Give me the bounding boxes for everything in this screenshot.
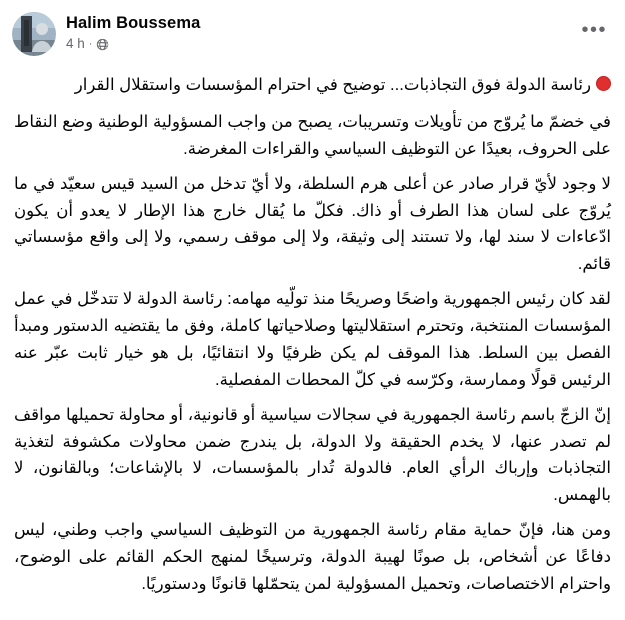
avatar[interactable] <box>12 12 56 56</box>
post-paragraph-4: إنّ الزجّ باسم رئاسة الجمهورية في سجالات سياسية أو قانونية، أو محاولة تحميلها مواقف لم تصدر عنها، لا يخدم الحقيقة ولا الدولة، بل يندرج ضمن محاولات مكشوفة لتغذية التجاذبات وإرباك الرأي العام. فالدولة تُدار بالمؤسسات، لا بالإشاعات؛ وبالقانون، لا بالهمس. <box>14 404 611 505</box>
red-dot-icon <box>596 76 611 91</box>
post-header-text <box>66 10 200 52</box>
post-header <box>12 10 613 62</box>
post-menu-button[interactable]: ••• <box>581 19 607 41</box>
post-body <box>12 72 613 598</box>
post-paragraph-1: في خضمّ ما يُروّج من تأويلات وتسريبات، يصبح من واجب المسؤولية الوطنية وضع النقاط على الحروف، بعيدًا عن التوظيف السياسي والقراءات المغرضة. <box>14 111 611 158</box>
meta-separator: · <box>88 38 93 50</box>
post-paragraph-0: رئاسة الدولة فوق التجاذبات... توضيح في احترام المؤسسات واستقلال القرار <box>74 75 591 94</box>
post-paragraph-5: ومن هنا، فإنّ حماية مقام رئاسة الجمهورية من التوظيف السياسي واجب وطني، ليس دفاعًا عن أشخاص، بل صونًا لهيبة الدولة، وترسيخًا لمنهج الحكم القائم على الوضوح، واحترام الاختصاصات، وتحميل المسؤولية لمن يتحمّلها قانونًا ودستوريًا. <box>14 520 611 593</box>
post-meta <box>66 36 200 52</box>
author-name[interactable]: Halim Boussema <box>66 14 201 32</box>
globe-icon <box>96 38 109 51</box>
post-paragraph-2: لا وجود لأيّ قرار صادر عن أعلى هرم السلطة، ولا أيّ تدخل من السيد قيس سعيّد في ما يُروّج على لسان هذا الطرف أو ذاك. فكلّ ما يُقال خارج هذا الإطار لا يعدو أن يكون ادّعاءات لا سند لها، ولا تستند إلى وثيقة، ولا إلى موقف رسمي، ولا إلى واقع مؤسساتي قائم. <box>14 173 611 274</box>
post-paragraph-3: لقد كان رئيس الجمهورية واضحًا وصريحًا منذ تولّيه مهامه: رئاسة الدولة لا تتدخّل في عمل المؤسسات المنتخبة، وتحترم استقلاليتها وصلاحياتها كاملة، وفق ما يقتضيه الدستور ومبدأ الفصل بين السلط. هذا الموقف لم يكن ظرفيًا ولا انتقائيًا، بل هو خيار ثابت عبّر عنه الرئيس قولًا وممارسة، وكرّسه في كلّ المحطات المفصلية. <box>14 289 611 389</box>
post-title-paragraph <box>14 72 611 99</box>
post-timestamp[interactable]: 4 h <box>66 36 85 51</box>
